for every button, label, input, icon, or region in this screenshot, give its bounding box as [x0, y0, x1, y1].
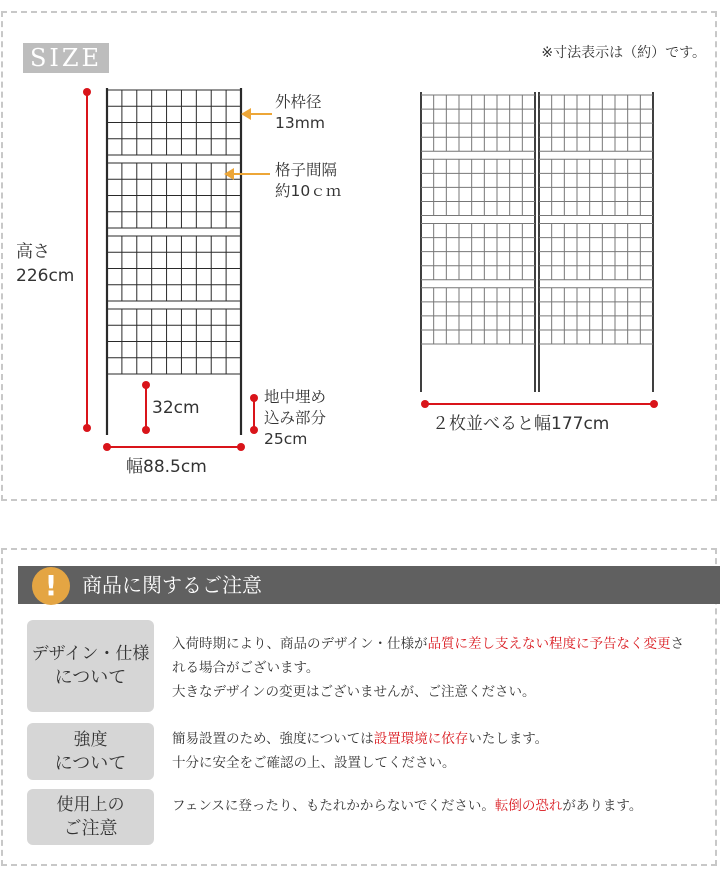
arrow-head [224, 168, 234, 180]
dimension-dot [237, 443, 245, 451]
dimension-dot [250, 394, 258, 402]
two-panels-width-label: ２枚並べると幅177cm [432, 414, 610, 434]
dimension-dot [142, 381, 150, 389]
exclamation-icon: ! [32, 567, 70, 605]
caution-text-design: 入荷時期により、商品のデザイン・仕様が品質に差し支えない程度に予告なく変更される場合がございます。 大きなデザインの変更はございませんが、ご注意ください。 [172, 636, 685, 700]
width-label: 幅88.5cm [126, 457, 207, 477]
arrow-head [241, 108, 251, 120]
dimension-note: ※寸法表示は（約）です。 [541, 45, 706, 61]
caution-label-usage: 使用上の ご注意 [27, 789, 154, 845]
dimension-dot [250, 426, 258, 434]
size-badge: SIZE [23, 43, 109, 73]
grid-spacing-label: 格子間隔 約10ｃｍ [275, 161, 342, 200]
buried-part-label: 地中埋め 込み部分 25cm [264, 388, 327, 448]
dimension-dot [83, 424, 91, 432]
bottom-gap-label: 32cm [152, 398, 200, 418]
dimension-dot [142, 426, 150, 434]
caution-text-strength: 簡易設置のため、強度については設置環境に依存いたします。 十分に安全をご確認の上、設置してください。 [172, 731, 549, 771]
caution-label-design: デザイン・仕様 について [27, 620, 154, 712]
double-fence-drawing [421, 92, 653, 392]
caution-label-strength: 強度 について [27, 723, 154, 780]
caution-text-usage: フェンスに登ったり、もたれかからないでください。転倒の恐れがあります。 [172, 798, 643, 814]
caution-title: 商品に関するご注意 [82, 573, 262, 597]
dimension-dot [650, 400, 658, 408]
dimension-dot [83, 88, 91, 96]
dimension-dot [421, 400, 429, 408]
single-fence-drawing [107, 88, 241, 435]
dimension-dot [103, 443, 111, 451]
height-label: 高さ 226cm [16, 242, 75, 286]
frame-diameter-label: 外枠径 13mm [275, 93, 325, 132]
